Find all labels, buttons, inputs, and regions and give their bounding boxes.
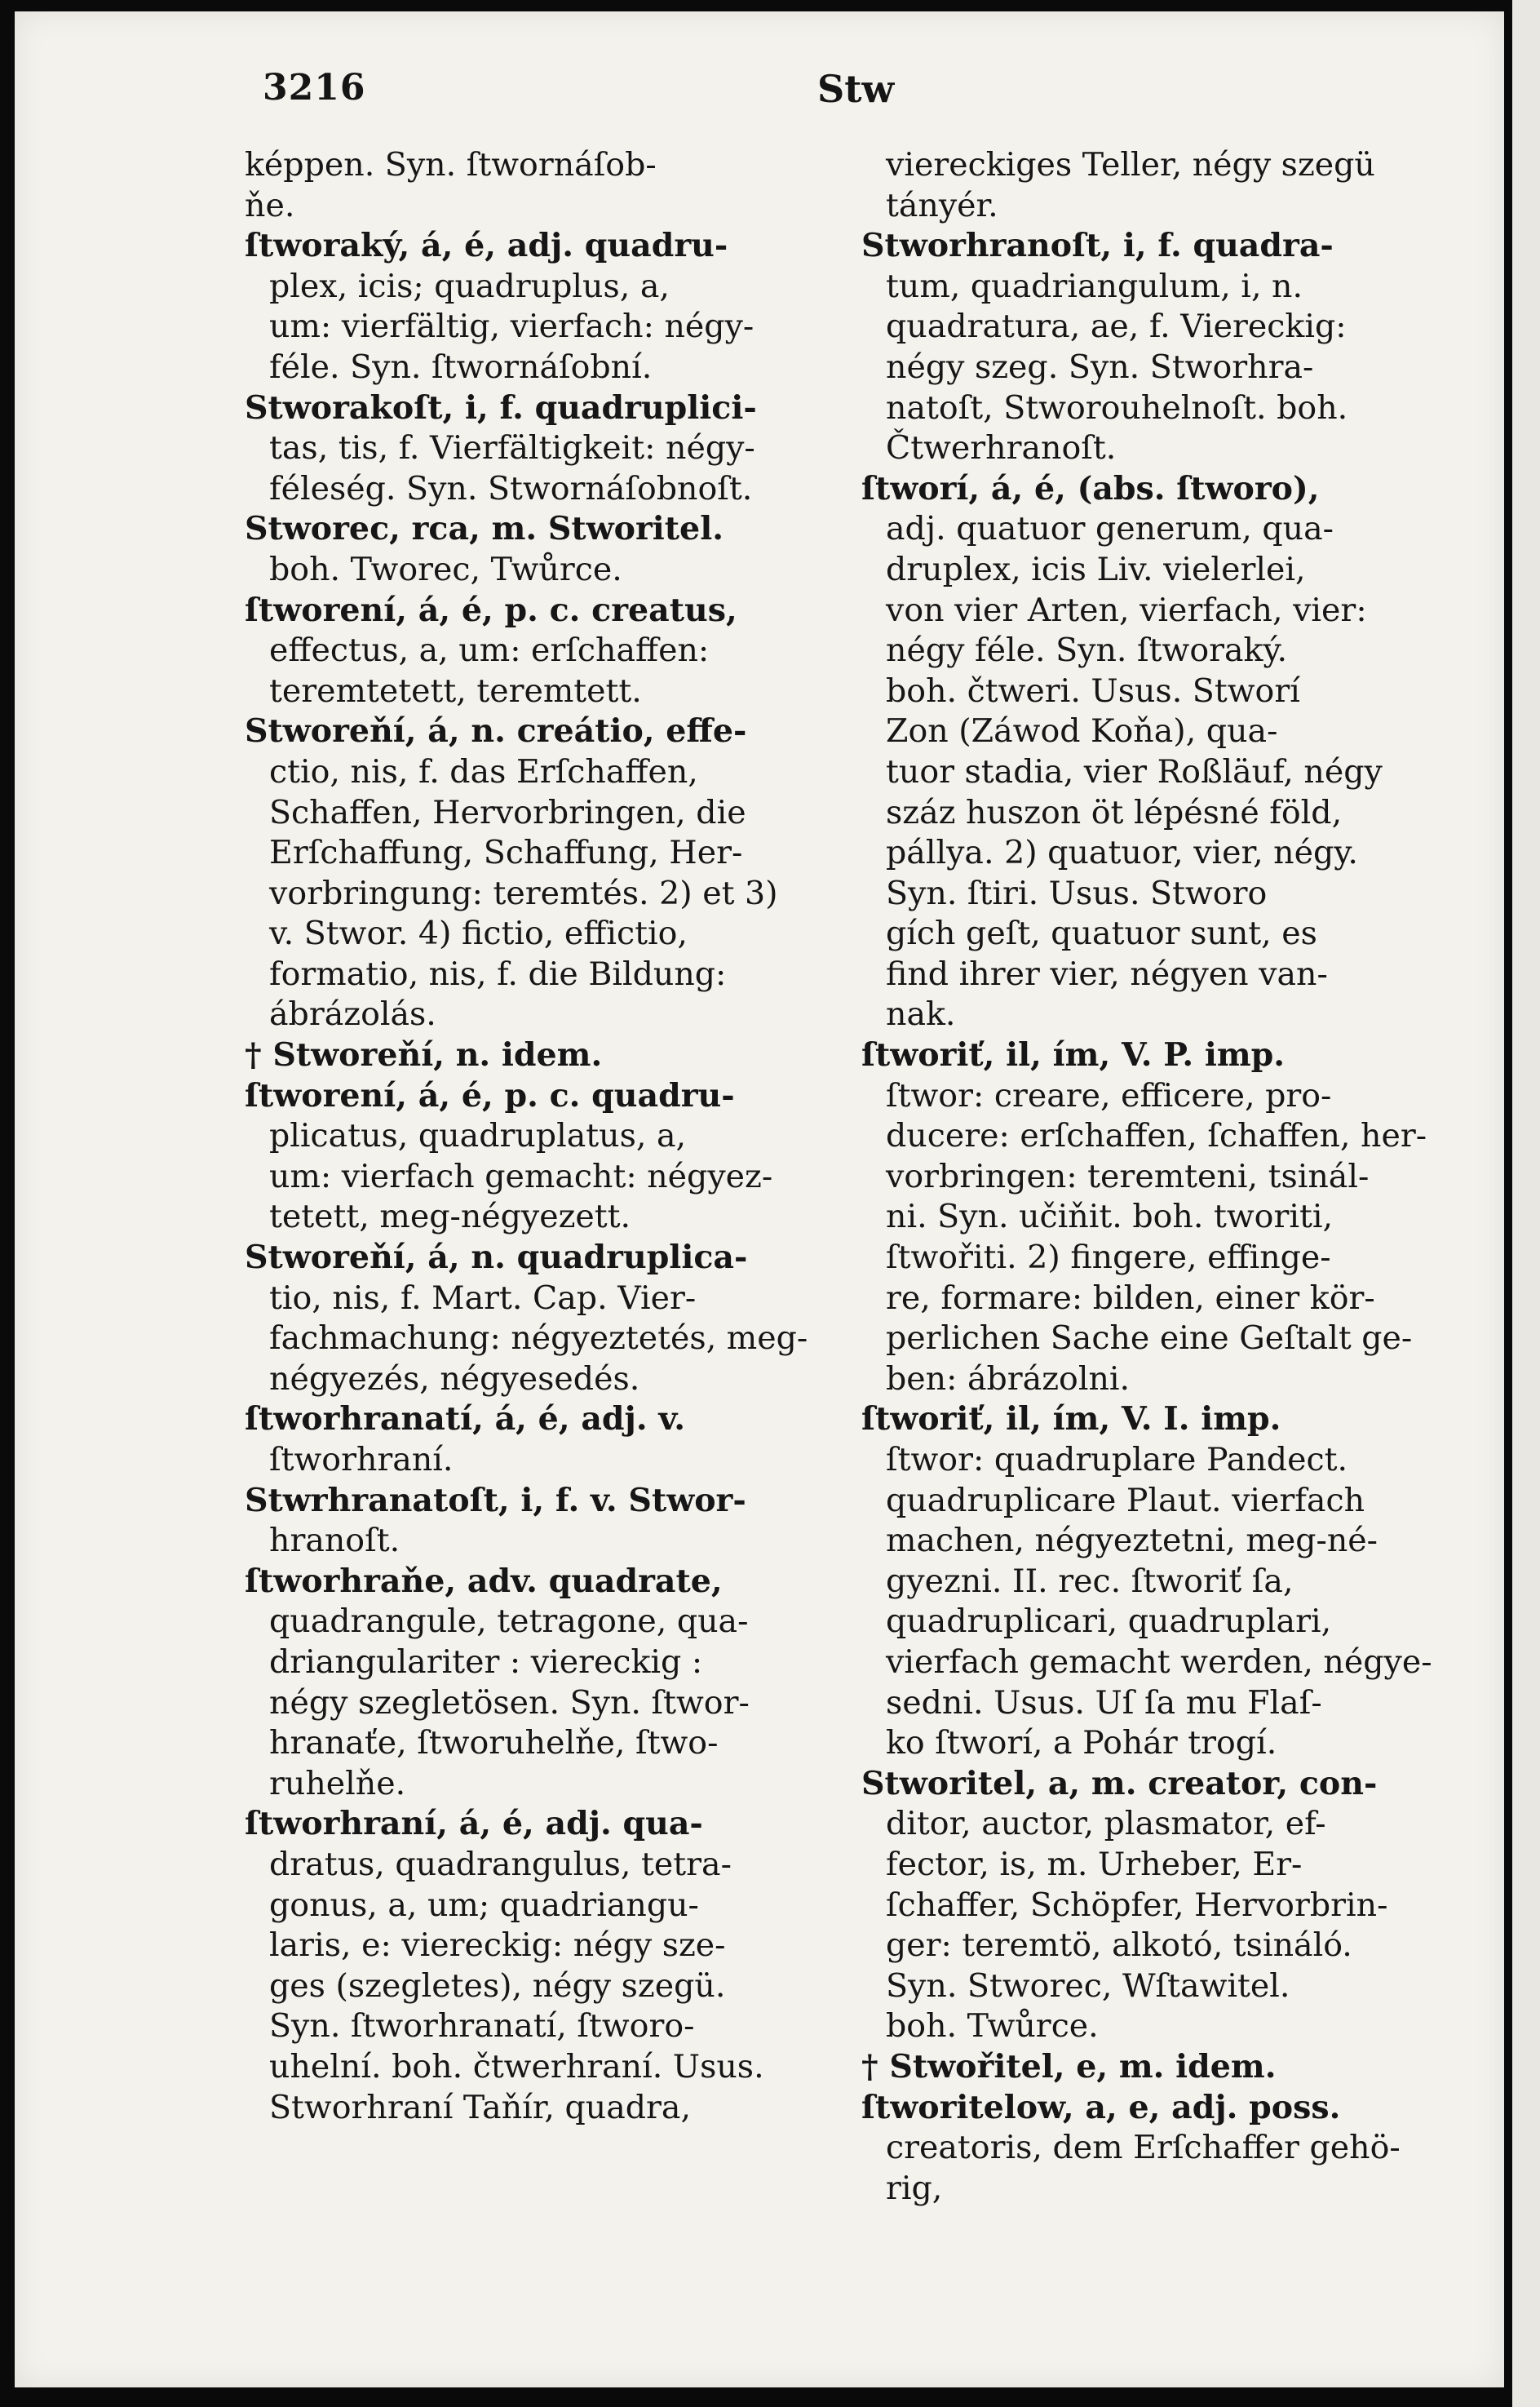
dictionary-line: hranoſt. bbox=[269, 1522, 400, 1560]
dictionary-line: ábrázolás. bbox=[269, 995, 436, 1034]
dictionary-line: Syn. ſtworhranatí, ſtworo- bbox=[269, 2007, 695, 2046]
dictionary-line: ſtworí, á, é, (abs. ſtworo), bbox=[861, 469, 1320, 508]
dictionary-line: vorbringung: teremtés. 2) et 3) bbox=[269, 874, 778, 912]
dictionary-line: boh. čtweri. Usus. Stworí bbox=[886, 672, 1300, 710]
dictionary-line: † Stworeňí, n. idem. bbox=[245, 1036, 603, 1075]
dictionary-line: fachmachung: négyeztetés, meg- bbox=[269, 1319, 808, 1358]
dictionary-line: perlichen Sache eine Geſtalt ge- bbox=[886, 1319, 1413, 1358]
dictionary-line: vorbringen: teremteni, tsinál- bbox=[886, 1157, 1370, 1195]
dictionary-line: Stworhraní Taňír, quadra, bbox=[269, 2088, 692, 2126]
dictionary-line: ſtwor: creare, efficere, pro- bbox=[886, 1076, 1332, 1115]
dictionary-line: Stworitel, a, m. creator, con- bbox=[861, 1764, 1378, 1802]
dictionary-line: boh. Twůrce. bbox=[886, 2007, 1099, 2046]
dictionary-line: ruhelňe. bbox=[269, 1764, 406, 1802]
dictionary-line: gyezni. II. rec. ſtworiť ſa, bbox=[886, 1562, 1294, 1600]
dictionary-line: tányér. bbox=[886, 186, 998, 224]
dictionary-line: ſtworiť, il, ím, V. P. imp. bbox=[861, 1036, 1286, 1075]
dictionary-line: Stworeňí, á, n. creátio, effe- bbox=[245, 712, 747, 751]
dictionary-line: ňe. bbox=[245, 186, 295, 224]
dictionary-line: ſtwor: quadruplare Pandect. bbox=[886, 1441, 1348, 1478]
dictionary-line: ſtworhranatí, á, é, adj. v. bbox=[245, 1400, 686, 1438]
adjacent-page-edge bbox=[1512, 0, 1540, 2407]
dictionary-line: gonus, a, um; quadriangu- bbox=[269, 1886, 699, 1924]
dictionary-line: driangulariter : viereckig : bbox=[269, 1642, 703, 1681]
dictionary-line: ſtworhraňe, adv. quadrate, bbox=[245, 1562, 723, 1600]
dictionary-line: boh. Tworec, Twůrce. bbox=[269, 550, 622, 588]
dictionary-line: négy féle. Syn. ſtworaký. bbox=[886, 632, 1288, 670]
dictionary-line: ditor, auctor, plasmator, ef- bbox=[886, 1805, 1326, 1843]
dictionary-line: ben: ábrázolni. bbox=[886, 1359, 1131, 1398]
dictionary-line: tuor stadia, vier Roßläuf, négy bbox=[886, 752, 1383, 791]
dictionary-line: ges (szegletes), négy szegü. bbox=[269, 1966, 726, 2005]
dictionary-line: tum, quadriangulum, i, n. bbox=[886, 267, 1303, 305]
dictionary-line: tio, nis, f. Mart. Cap. Vier- bbox=[269, 1279, 697, 1317]
dictionary-line: ſtwořiti. 2) fingere, effinge- bbox=[886, 1239, 1331, 1277]
dictionary-line: quadruplicari, quadruplari, bbox=[886, 1602, 1332, 1641]
dictionary-line: fector, is, m. Urheber, Er- bbox=[886, 1845, 1303, 1883]
dictionary-line: quadruplicare Plaut. vierfach bbox=[886, 1481, 1365, 1519]
dictionary-line: viereckiges Teller, négy szegü bbox=[886, 146, 1375, 184]
dictionary-line: nak. bbox=[886, 995, 956, 1034]
dictionary-line: creatoris, dem Erſchaffer gehö- bbox=[886, 2129, 1401, 2167]
dictionary-line: négy szegletösen. Syn. ſtwor- bbox=[269, 1683, 750, 1722]
dictionary-line: Syn. ſtiri. Usus. Stworo bbox=[886, 874, 1268, 912]
dictionary-line: Čtwerhranoſt. bbox=[886, 429, 1117, 468]
dictionary-line: ducere: erſchaffen, ſchaffen, her- bbox=[886, 1117, 1427, 1155]
dictionary-line: natoſt, Stworouhelnoſt. boh. bbox=[886, 388, 1348, 427]
dictionary-line: find ihrer vier, négyen van- bbox=[886, 955, 1328, 993]
dictionary-line: ſtworhraní. bbox=[269, 1441, 454, 1478]
dictionary-line: uhelní. boh. čtwerhraní. Usus. bbox=[269, 2047, 764, 2086]
dictionary-line: machen, négyeztetni, meg-né- bbox=[886, 1522, 1378, 1560]
dictionary-line: teremtetett, teremtett. bbox=[269, 672, 642, 710]
dictionary-line: Syn. Stworec, Wſtawitel. bbox=[886, 1966, 1290, 2005]
dictionary-line: sedni. Usus. Uſ ſa mu Flaſ- bbox=[886, 1683, 1322, 1722]
dictionary-line: formatio, nis, f. die Bildung: bbox=[269, 955, 727, 993]
dictionary-line: Stworeňí, á, n. quadruplica- bbox=[245, 1239, 748, 1277]
page-number: 3216 bbox=[263, 67, 366, 109]
dictionary-line: re, formare: bilden, einer kör- bbox=[886, 1279, 1375, 1317]
dictionary-line: rig, bbox=[886, 2169, 943, 2207]
dictionary-line: tetett, meg-négyezett. bbox=[269, 1198, 631, 1236]
dictionary-line: ger: teremtö, alkotó, tsináló. bbox=[886, 1926, 1352, 1965]
dictionary-line: hranaťe, ſtworuhelňe, ſtwo- bbox=[269, 1724, 719, 1762]
dictionary-line: Stwrhranatoſt, i, f. v. Stwor- bbox=[245, 1481, 746, 1519]
dictionary-line: druplex, icis Liv. vielerlei, bbox=[886, 550, 1306, 588]
dictionary-line: ctio, nis, f. das Erſchaffen, bbox=[269, 752, 698, 791]
dictionary-line: plex, icis; quadruplus, a, bbox=[269, 267, 670, 305]
dictionary-line: laris, e: viereckig: négy sze- bbox=[269, 1926, 726, 1965]
dictionary-line: féle. Syn. ſtwornáſobní. bbox=[269, 348, 653, 386]
dictionary-line: adj. quatuor generum, qua- bbox=[886, 510, 1334, 548]
dictionary-line: v. Stwor. 4) fictio, effictio, bbox=[269, 915, 688, 953]
dictionary-line: ſtworhraní, á, é, adj. qua- bbox=[245, 1805, 703, 1843]
page-header bbox=[263, 67, 1405, 124]
dictionary-line: vierfach gemacht werden, négye- bbox=[886, 1642, 1432, 1681]
dictionary-line: négyezés, négyesedés. bbox=[269, 1359, 640, 1398]
dictionary-line: ſtworaký, á, é, adj. quadru- bbox=[245, 227, 728, 265]
dictionary-line: ni. Syn. učiňit. boh. tworiti, bbox=[886, 1198, 1334, 1236]
dictionary-line: pállya. 2) quatuor, vier, négy. bbox=[886, 834, 1358, 872]
dictionary-line: † Stwořitel, e, m. idem. bbox=[861, 2047, 1277, 2086]
dictionary-line: száz huszon öt lépésné föld, bbox=[886, 793, 1343, 831]
dictionary-line: féleség. Syn. Stwornáſobnoſt. bbox=[269, 469, 753, 508]
dictionary-line: ko ſtworí, a Pohár trogí. bbox=[886, 1724, 1277, 1762]
dictionary-line: ſchaffer, Schöpfer, Hervorbrin- bbox=[886, 1886, 1388, 1924]
dictionary-line: quadratura, ae, f. Viereckig: bbox=[886, 308, 1347, 346]
dictionary-line: Stworhranoſt, i, f. quadra- bbox=[861, 227, 1334, 265]
dictionary-line: Schaffen, Hervorbringen, die bbox=[269, 793, 746, 831]
dictionary-line: ſtworení, á, é, p. c. quadru- bbox=[245, 1076, 735, 1115]
left-column bbox=[245, 145, 830, 2128]
dictionary-line: Stworec, rca, m. Stworitel. bbox=[245, 510, 724, 548]
dictionary-line: tas, tis, f. Vierfältigkeit: négy- bbox=[269, 429, 755, 468]
dictionary-line: effectus, a, um: erſchaffen: bbox=[269, 632, 710, 670]
dictionary-line: négy szeg. Syn. Stworhra- bbox=[886, 348, 1314, 386]
dictionary-line: um: vierfach gemacht: négyez- bbox=[269, 1157, 773, 1195]
running-head: Stw bbox=[817, 67, 895, 111]
dictionary-line: dratus, quadrangulus, tetra- bbox=[269, 1845, 732, 1883]
dictionary-line: Erſchaffung, Schaffung, Her- bbox=[269, 834, 743, 872]
dictionary-line: quadrangule, tetragone, qua- bbox=[269, 1602, 749, 1641]
dictionary-line: plicatus, quadruplatus, a, bbox=[269, 1117, 687, 1155]
dictionary-line: ſtworitelow, a, e, adj. poss. bbox=[861, 2088, 1341, 2126]
dictionary-line: um: vierfältig, vierfach: négy- bbox=[269, 308, 755, 346]
right-column bbox=[861, 145, 1442, 2209]
dictionary-line: Stworakoſt, i, f. quadruplici- bbox=[245, 388, 757, 427]
dictionary-line: Zon (Záwod Koňa), qua- bbox=[886, 712, 1278, 751]
dictionary-line: képpen. Syn. ſtwornáſob- bbox=[245, 146, 657, 184]
dictionary-line: von vier Arten, vierfach, vier: bbox=[886, 591, 1367, 629]
dictionary-line: ſtworiť, il, ím, V. I. imp. bbox=[861, 1400, 1281, 1438]
dictionary-line: ſtworení, á, é, p. c. creatus, bbox=[245, 591, 737, 629]
dictionary-line: gích geſt, quatuor sunt, es bbox=[886, 915, 1317, 953]
